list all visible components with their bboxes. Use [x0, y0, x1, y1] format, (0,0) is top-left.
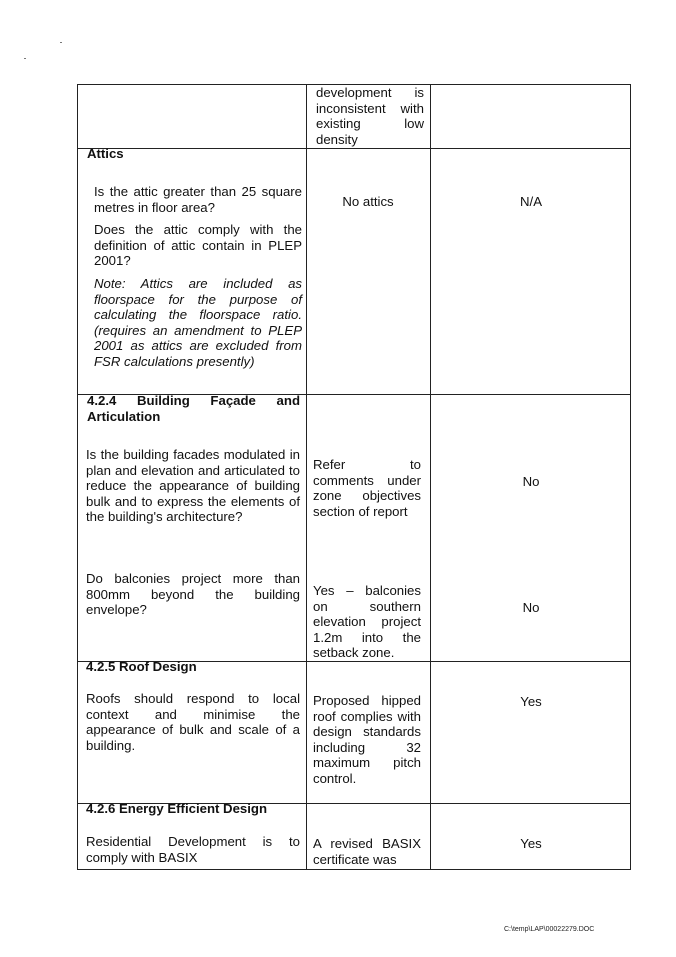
attics-question-area: Is the attic greater than 25 square metres in floor area?	[94, 184, 302, 215]
roof-comment: Proposed hipped roof complies with design standards including 32 maximum pitch control.	[313, 693, 421, 786]
document-path-footer: C:\temp\LAP\00022279.DOC	[504, 926, 595, 933]
attics-comment: No attics	[342, 194, 394, 209]
continuation-comment: development is inconsistent with existing low density	[316, 85, 424, 147]
attics-note: Note: Attics are included as floorspace for the purpose of calculating the floorspace ratio. (requires an amendment to PLEP 2001 as attics are excluded from FSR calculations presently)	[94, 276, 302, 369]
roof-compliance: Yes	[520, 694, 542, 709]
facade-heading: 4.2.4 Building Façade and Articulation	[87, 393, 300, 424]
table-border-left	[77, 84, 78, 870]
facade-compliance-modulation: No	[522, 474, 540, 489]
balcony-compliance: No	[522, 600, 540, 615]
attics-heading: Attics	[87, 146, 124, 161]
column-divider-2	[430, 84, 431, 870]
roof-question: Roofs should respond to local context and minimise the appearance of bulk and scale of a building.	[86, 691, 300, 753]
energy-compliance: Yes	[520, 836, 542, 851]
energy-heading: 4.2.6 Energy Efficient Design	[86, 801, 268, 816]
balcony-question: Do balconies project more than 800mm beyond the building envelope?	[86, 571, 300, 618]
facade-comment-modulation: Refer to comments under zone objectives section of report	[313, 457, 421, 519]
column-divider-1	[306, 84, 307, 870]
balcony-comment: Yes – balconies on southern elevation project 1.2m into the setback zone.	[313, 583, 421, 661]
table-border-bottom	[77, 869, 631, 870]
attics-compliance: N/A	[520, 194, 542, 209]
attics-question-definition: Does the attic comply with the definition of attic contain in PLEP 2001?	[94, 222, 302, 269]
energy-question: Residential Development is to comply with BASIX	[86, 834, 300, 865]
scan-speck	[60, 42, 62, 43]
assessment-table	[77, 84, 631, 870]
scan-speck	[24, 58, 26, 59]
energy-comment: A revised BASIX certificate was	[313, 836, 421, 867]
facade-question-modulation: Is the building facades modulated in plan and elevation and articulated to reduce the appearance of building bulk and to express the elements of the building's architecture?	[86, 447, 300, 525]
table-border-right	[630, 84, 631, 870]
roof-heading: 4.2.5 Roof Design	[86, 659, 197, 674]
